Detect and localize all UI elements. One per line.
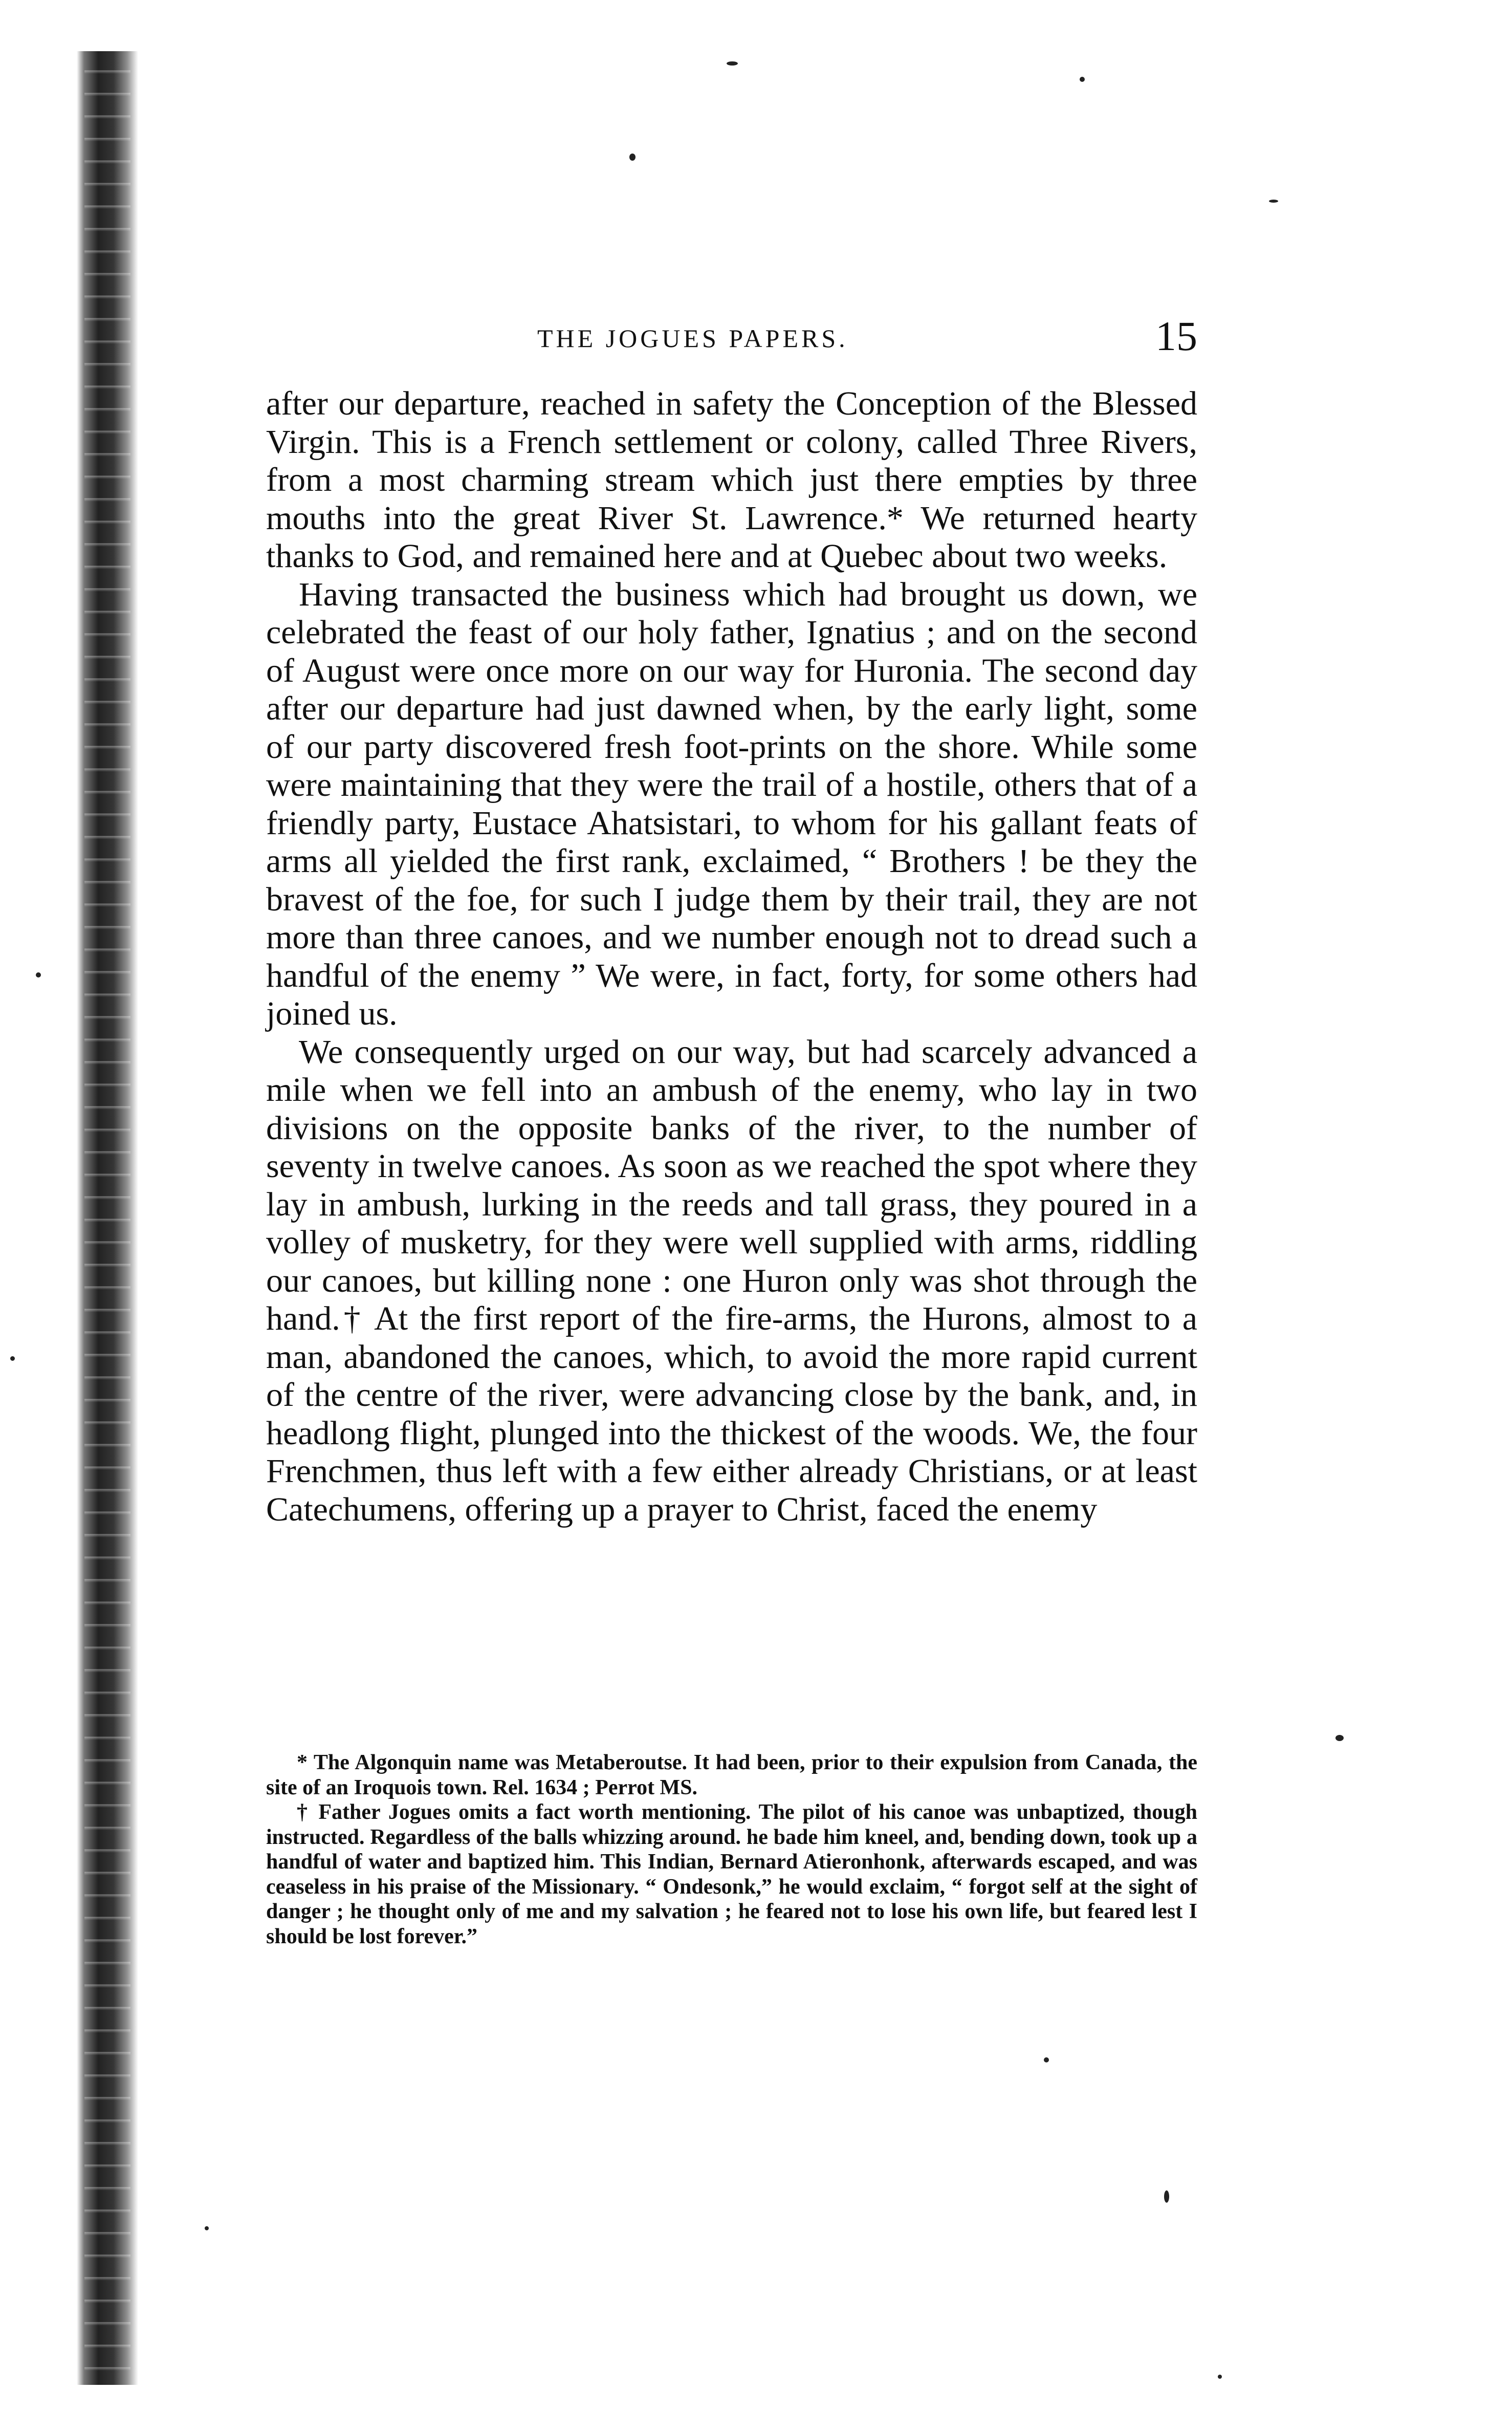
scan-speck (10, 1356, 15, 1361)
paragraph: after our departure, reached in safety the Conception of the Blessed Virgin. This is a French settlement or colony, called Three Rivers, from a most charming stream which just there empties by three mouths into the great River St. Lawrence.* We returned hearty thanks to God, and remained here and at Quebec about two weeks. (266, 385, 1197, 575)
scan-speck (1335, 1735, 1344, 1741)
binding-texture (84, 51, 130, 2385)
scan-speck (1269, 200, 1278, 203)
paragraph: We consequently urged on our way, but had scarcely advanced a mile when we fell into an ambush of the enemy, who lay in two divisions on the opposite banks of the river, to the number of seventy in twelve canoes. As soon as we reached the spot where they lay in ambush, lurking in the reeds and tall grass, they poured in a volley of musketry, for they were well supplied with arms, riddling our canoes, but killing none : one Huron only was shot through the hand.† At the first report of the fire-arms, the Hurons, almost to a man, abandoned the canoes, which, to avoid the more rapid current of the centre of the river, were advancing close by the bank, and, in headlong flight, plunged into the thickest of the woods. We, the four Frenchmen, thus left with a few either already Christians, or at least Catechumens, offering up a prayer to Christ, faced the enemy (266, 1033, 1197, 1528)
scan-speck (1044, 2057, 1049, 2062)
page-header (266, 312, 1197, 368)
scan-speck (629, 154, 636, 161)
footnote: † Father Jogues omits a fact worth mentioning. The pilot of his canoe was unbaptized, though instructed. Regardless of the balls whizzing around. he bade him kneel, and, bending down, took up a handful of water and baptized him. This Indian, Bernard Atieronhonk, afterwards escaped, and was ceaseless in his praise of the Missionary. “ Ondesonk,” he would exclaim, “ forgot self at the sight of danger ; he thought only of me and my salvation ; he feared not to lose his own life, but feared lest I should be lost forever.” (266, 1800, 1197, 1948)
scan-speck (36, 972, 41, 977)
running-head: THE JOGUES PAPERS. (537, 324, 848, 353)
scan-speck (1218, 2375, 1222, 2379)
page-number: 15 (1155, 313, 1197, 359)
main-text (266, 385, 1197, 1529)
footnotes (266, 1750, 1197, 1949)
footnote: * The Algonquin name was Metaberoutse. It had been, prior to their expulsion from Canada, the site of an Iroquois town. Rel. 1634 ; Perrot MS. (266, 1751, 1197, 1799)
scan-speck (727, 61, 738, 66)
scan-speck (1164, 2190, 1169, 2203)
scan-speck (1080, 77, 1085, 82)
paragraph: Having transacted the business which had brought us down, we celebrated the feast of our holy father, Ignatius ; and on the second of August were once more on our way for Huronia. The second day after our departure had just dawned when, by the early light, some of our party discovered fresh foot-prints on the shore. While some were maintaining that they were the trail of a hostile, others that of a friendly party, Eustace Ahatsistari, to whom for his gallant feats of arms all yielded the first rank, exclaimed, “ Brothers ! be they the bravest of the foe, for such I judge them by their trail, they are not more than three canoes, and we number enough not to dread such a handful of the enemy ” We were, in fact, forty, for some others had joined us. (266, 575, 1197, 1032)
scan-speck (205, 2226, 209, 2230)
